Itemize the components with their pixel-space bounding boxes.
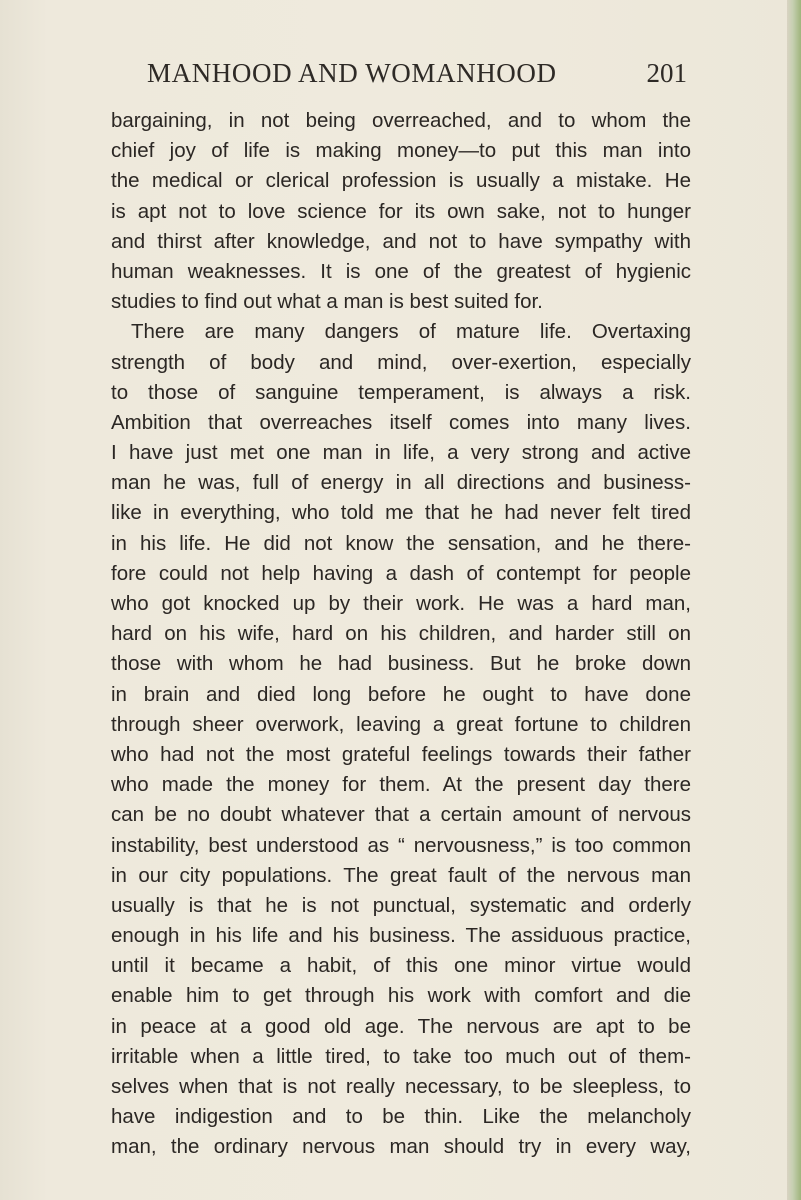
- text-line: I have just met one man in life, a very strong and active: [111, 441, 691, 465]
- text-line: in our city populations. The great fault of the nervous man: [111, 863, 691, 887]
- text-line: bargaining, in not being overreached, and to whom the: [111, 109, 691, 132]
- text-line: human weaknesses. It is one of the greatest of hygienic: [111, 259, 691, 283]
- text-line: instability, best understood as “ nervousness,” is too common: [111, 833, 691, 857]
- text-line: who had not the most grateful feelings towards their father: [111, 742, 691, 766]
- text-line: selves when that is not really necessary, to be sleepless, to: [111, 1075, 691, 1098]
- text-line: until it became a habit, of this one minor virtue would: [111, 954, 691, 978]
- text-line: studies to find out what a man is best suited for.: [111, 290, 543, 314]
- paragraph-2: [111, 317, 691, 1162]
- text-line: man he was, full of energy in all directions and business-: [111, 471, 691, 495]
- paragraph-1: [111, 106, 691, 317]
- text-line: those with whom he had business. But he broke down: [111, 652, 691, 676]
- text-line: chief joy of life is making money—to put this man into: [111, 139, 691, 163]
- text-line: have indigestion and to be thin. Like the melancholy: [111, 1105, 691, 1129]
- running-head: [147, 58, 687, 98]
- text-line: like in everything, who told me that he had never felt tired: [111, 501, 691, 525]
- page-edge-shadow: [787, 0, 801, 1200]
- text-line: enough in his life and his business. The assiduous practice,: [111, 924, 691, 948]
- text-line: in brain and died long before he ought to have done: [111, 682, 691, 706]
- text-line: in peace at a good old age. The nervous are apt to be: [111, 1014, 691, 1038]
- text-line: who made the money for them. At the present day there: [111, 773, 691, 797]
- text-line: man, the ordinary nervous man should try in every way,: [111, 1135, 691, 1159]
- body-text: [111, 106, 691, 1163]
- text-line: the medical or clerical profession is usually a mistake. He: [111, 169, 691, 193]
- text-line: irritable when a little tired, to take too much out of them-: [111, 1044, 691, 1068]
- text-line: through sheer overwork, leaving a great fortune to children: [111, 712, 691, 736]
- text-line: usually is that he is not punctual, systematic and orderly: [111, 893, 691, 917]
- text-line: Ambition that overreaches itself comes into many lives.: [111, 410, 691, 434]
- text-line: is apt not to love science for its own sake, not to hunger: [111, 199, 691, 223]
- text-line: enable him to get through his work with comfort and die: [111, 984, 691, 1008]
- text-line: to those of sanguine temperament, is always a risk.: [111, 380, 691, 404]
- text-line: strength of body and mind, over-exertion, especially: [111, 350, 691, 374]
- text-line: hard on his wife, hard on his children, and harder still on: [111, 622, 691, 646]
- text-line: can be no doubt whatever that a certain amount of nervous: [111, 803, 691, 827]
- text-line: fore could not help having a dash of contempt for people: [111, 561, 691, 585]
- text-line: There are many dangers of mature life. Overtaxing: [131, 320, 691, 344]
- text-line: and thirst after knowledge, and not to have sympathy with: [111, 229, 691, 253]
- page-number: 201: [646, 58, 687, 88]
- text-line: in his life. He did not know the sensation, and he there-: [111, 531, 691, 555]
- running-title: MANHOOD AND WOMANHOOD: [147, 58, 557, 88]
- text-line: who got knocked up by their work. He was a hard man,: [111, 592, 691, 615]
